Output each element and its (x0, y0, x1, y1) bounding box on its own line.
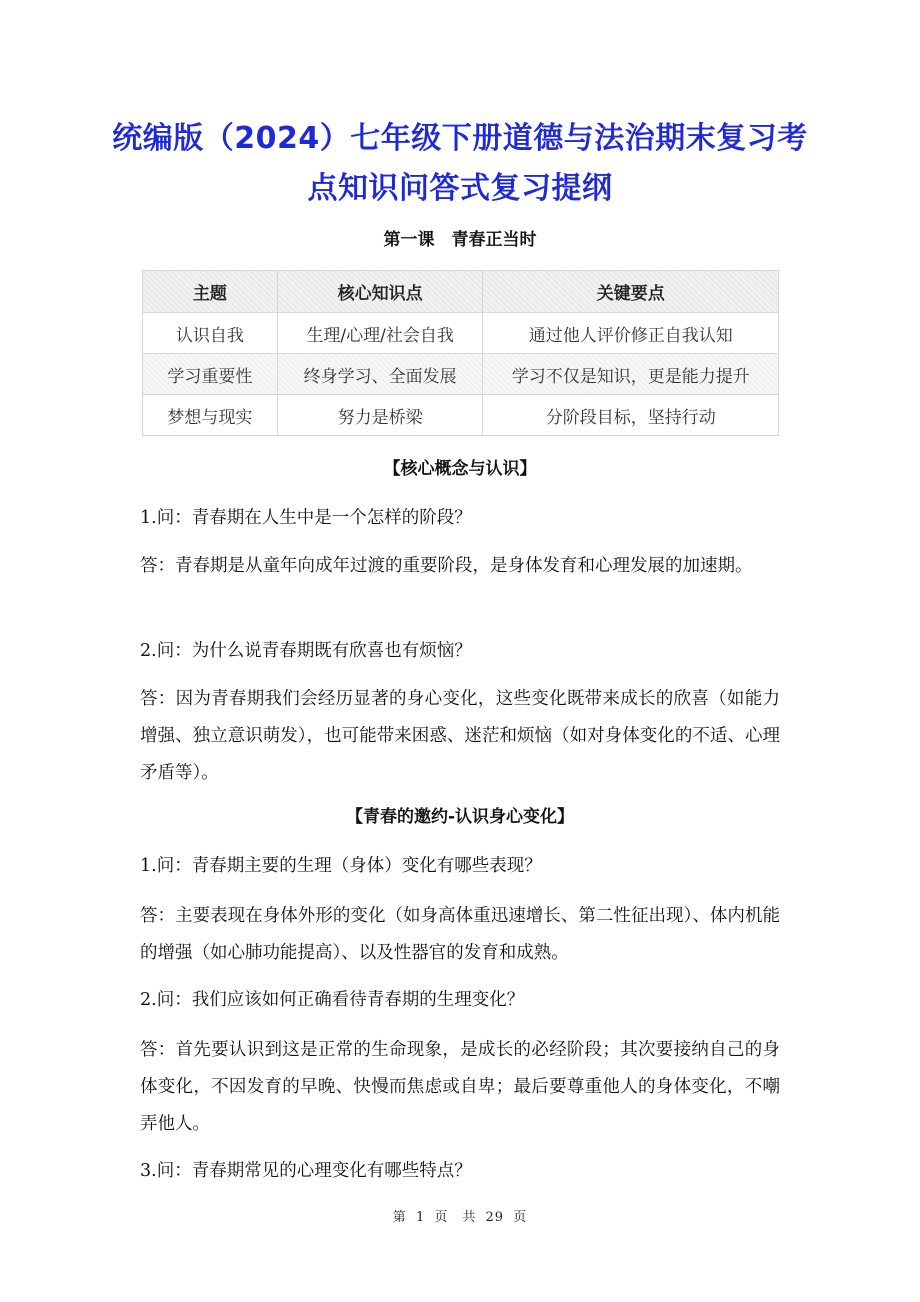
question-paragraph: 1.问：青春期在人生中是一个怎样的阶段？ (140, 508, 472, 528)
answer-paragraph: 答：青春期是从童年向成年过渡的重要阶段，是身体发育和心理发展的加速期。 (140, 556, 753, 576)
question-paragraph: 2.问：我们应该如何正确看待青春期的生理变化？ (140, 990, 525, 1010)
footer-mid: 页 共 (434, 1210, 477, 1225)
footer-suffix: 页 (513, 1210, 528, 1225)
table-header-core-knowledge: 核心知识点 (277, 271, 483, 313)
document-title-line-1: 统编版（2024）七年级下册道德与法治期末复习考 (112, 121, 808, 156)
answer-paragraph: 答：首先要认识到这是正常的生命现象，是成长的必经阶段；其次要接纳自己的身体变化，不因发育的早晚、快慢而焦虑或自卑；最后要尊重他人的身体变化，不嘲弄他人。 (140, 1040, 780, 1134)
table-row (143, 395, 779, 436)
table-cell: 努力是桥梁 (277, 395, 483, 436)
table-row (143, 313, 779, 354)
table-header-topic: 主题 (143, 271, 278, 313)
table-header-key-points: 关键要点 (483, 271, 779, 313)
question-paragraph: 2.问：为什么说青春期既有欣喜也有烦恼？ (140, 641, 472, 661)
question-paragraph: 3.问：青春期常见的心理变化有哪些特点？ (140, 1161, 472, 1181)
table-cell: 学习重要性 (143, 354, 278, 395)
table-cell: 认识自我 (143, 313, 278, 354)
table-cell: 终身学习、全面发展 (277, 354, 483, 395)
answer-paragraph: 答：因为青春期我们会经历显著的身心变化，这些变化既带来成长的欣喜（如能力增强、独立意识萌发），也可能带来困惑、迷茫和烦恼（如对身体变化的不适、心理矛盾等）。 (140, 689, 780, 783)
footer-page-number: 1 (415, 1210, 426, 1225)
table-cell: 梦想与现实 (143, 395, 278, 436)
answer-paragraph: 答：主要表现在身体外形的变化（如身高体重迅速增长、第二性征出现）、体内机能的增强（如心肺功能提高）、以及性器官的发育和成熟。 (140, 906, 780, 963)
table-header-row (143, 271, 779, 313)
table-row (143, 354, 779, 395)
table-cell: 学习不仅是知识，更是能力提升 (483, 354, 779, 395)
lesson-heading: 第一课 青春正当时 (383, 230, 537, 250)
section-heading-physical-mental-changes: 【青春的邀约-认识身心变化】 (345, 807, 575, 827)
footer-total-pages: 29 (485, 1210, 505, 1225)
question-paragraph: 1.问：青春期主要的生理（身体）变化有哪些表现？ (140, 856, 542, 876)
section-heading-core-concepts: 【核心概念与认识】 (383, 459, 537, 479)
summary-table (142, 270, 779, 436)
page-footer (0, 1206, 920, 1225)
footer-prefix: 第 (392, 1210, 407, 1225)
table-cell: 生理/心理/社会自我 (277, 313, 483, 354)
document-title-line-2: 点知识问答式复习提纲 (307, 171, 613, 206)
table-cell: 通过他人评价修正自我认知 (483, 313, 779, 354)
table-cell: 分阶段目标，坚持行动 (483, 395, 779, 436)
